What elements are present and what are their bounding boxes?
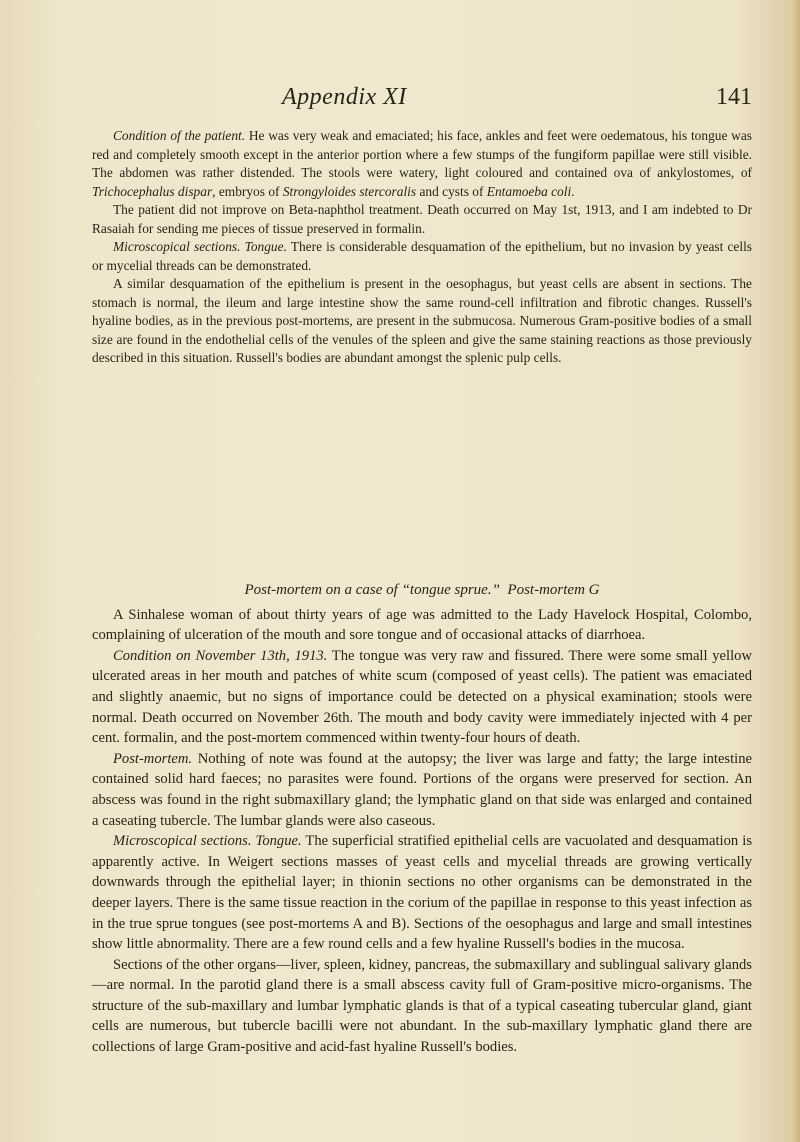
paragraph-lead: Microscopical sections. xyxy=(113,833,252,850)
paragraph: Sections of the other organs—liver, spleen, kidney, pancreas, the submaxillary and sublingual salivary glands—are normal. In the parotid gland there is a small abscess cavity full of Gram-positive micro-organisms. The structure of the sub-maxillary and lumbar lymphatic glands is that of a typical caseating tubercular gland, giant cells are numerous, but tubercle bacilli were not abundant. In the sub-maxillary lymphatic gland there are collections of large Gram-positive and acid-fast hyaline Russell's bodies. xyxy=(92,956,752,1056)
paragraph-text: He was very weak and emaciated; his face, ankles and feet were oedematous, his tongue was red and completely smooth except in the anterior portion where a few stumps of the fungiform papillae were still visible. The abdomen was rather distended. The stools were watery, light coloured and contained ova of ankylostomes, of xyxy=(92,128,752,180)
paragraph-text: There is considerable desquamation of the epithelium, but no invasion by yeast cells or mycelial threads can be demonstrated. xyxy=(92,239,752,273)
running-title: Appendix XI xyxy=(282,84,407,110)
paragraph-lead: Condition of the patient. xyxy=(113,128,246,143)
paragraph-text: The superficial stratified epithelial cells are vacuolated and desquamation is apparently active. In Weigert sections masses of yeast cells and mycelial threads are growing vertically downwards through the epithelial layer; in thionin sections no other organisms can be demonstrated in the deeper layers. There is the same tissue reaction in the corium of the papillae in response to this yeast infection as in the true sprue tongues (see post-mortems A and B). Sections of the oesophagus and large and small intestines show little abnormality. There are a few round cells and a few hyaline Russell's bodies in the mucosa. xyxy=(92,833,752,953)
paragraph-sublead: Tongue. xyxy=(255,833,302,850)
species-name: Entamoeba coli xyxy=(486,183,572,199)
paragraph-lead: Microscopical sections. xyxy=(113,239,241,254)
heading-label: Post-mortem G xyxy=(499,582,600,598)
species-name: Trichocephalus dispar xyxy=(92,183,213,199)
paragraph-text: Nothing of note was found at the autopsy; the liver was large and fatty; the large intestine contained solid hard faeces; no parasites were found. Portions of the organs were preserved for section. An abscess was found in the right submaxillary gland; the lymphatic gland on that side was enlarged and contained a caseating tubercle. The lumbar glands were also caseous. xyxy=(92,750,752,829)
previous-case-text xyxy=(92,127,752,368)
paragraph: A similar desquamation of the epithelium is present in the oesophagus, but yeast cells are absent in sections. The stomach is normal, the ileum and large intestine show the same round-cell infiltration and fibrotic changes. Russell's hyaline bodies, as in the previous post-mortems, are present in the submucosa. Numerous Gram-positive bodies of a small size are found in the endothelial cells of the venules of the spleen and give the same staining reactions as those previously described in this situation. Russell's bodies are abundant amongst the splenic pulp cells. xyxy=(92,276,752,365)
section-heading xyxy=(92,580,752,601)
paragraph: The patient did not improve on Beta-naphthol treatment. Death occurred on May 1st, 1913, and I am indebted to Dr Rasaiah for sending me pieces of tissue preserved in formalin. xyxy=(92,202,752,236)
paragraph-lead: Condition on November 13th, 1913. xyxy=(113,647,328,664)
running-header xyxy=(92,84,752,114)
paragraph-lead: Post-mortem. xyxy=(113,750,193,767)
paragraph-text: and cysts of xyxy=(416,183,487,199)
paragraph xyxy=(92,749,752,831)
paragraph xyxy=(92,238,752,275)
paragraph xyxy=(92,646,752,749)
paragraph-text: . xyxy=(571,183,575,199)
heading-text: Post-mortem on a case of xyxy=(244,582,402,598)
paragraph-text: The tongue was very raw and fissured. There were some small yellow ulcerated areas in her mouth and patches of white scum (composed of yeast cells). The patient was emaciated and slightly anaemic, but no signs of importance could be detected on a physical examination; stools were normal. Death occurred on November 26th. The mouth and body cavity were immediately injected with 4 per cent. formalin, and the post-mortem commenced within twenty-four hours of death. xyxy=(92,647,752,747)
paragraph-sublead: Tongue. xyxy=(244,239,287,254)
page-edge xyxy=(790,0,800,1142)
page-number: 141 xyxy=(716,84,752,110)
heading-quoted: “tongue sprue.” xyxy=(401,582,500,598)
post-mortem-g-text xyxy=(92,570,752,1058)
paragraph: A Sinhalese woman of about thirty years of age was admitted to the Lady Havelock Hospital, Colombo, complaining of ulceration of the mouth and sore tongue and of occasional attacks of diarrhoea. xyxy=(92,606,752,644)
paragraph xyxy=(92,127,752,201)
species-name: Strongyloides stercoralis xyxy=(282,183,417,199)
paragraph-text: , embryos of xyxy=(212,183,283,199)
paragraph xyxy=(92,831,752,955)
